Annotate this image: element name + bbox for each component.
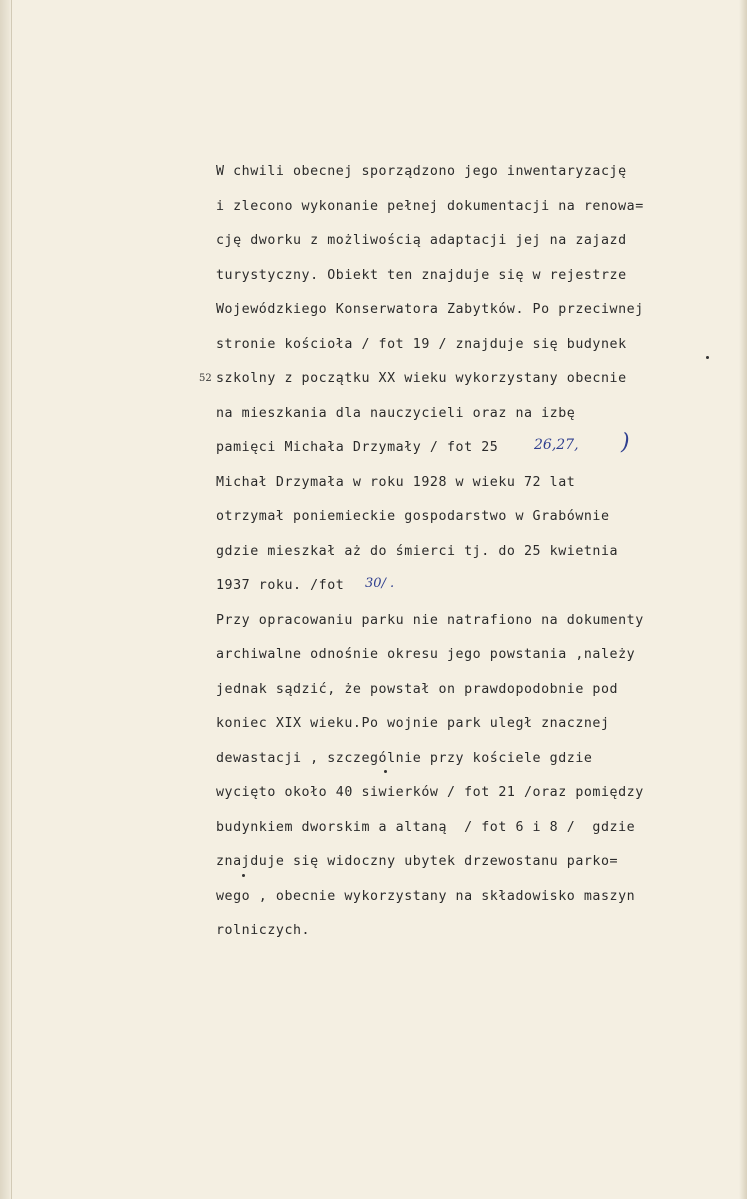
text-line: Wojewódzkiego Konserwatora Zabytków. Po przeciwnej	[216, 302, 644, 317]
text-line: budynkiem dworskim a altaną / fot 6 i 8 / gdzie	[216, 819, 636, 835]
text-line: archiwalne odnośnie okresu jego powstania ,należy	[216, 647, 636, 662]
page-right-edge	[739, 0, 747, 1199]
text-line: jednak sądzić, że powstał on prawdopodobnie pod	[216, 681, 619, 697]
margin-mark: 52	[199, 373, 212, 384]
text-line: Michał Drzymała w roku 1928 w wieku 72 lat	[216, 474, 576, 490]
text-line: Przy opracowaniu parku nie natrafiono na dokumenty	[216, 612, 644, 628]
text-line: cję dworku z możliwością adaptacji jej na zajazd	[216, 233, 627, 248]
text-line: turystyczny. Obiekt ten znajduje się w rejestrze	[216, 267, 627, 283]
handwritten-photo-ref-30: 30/ .	[365, 576, 395, 591]
text-line: szkolny z początku XX wieku wykorzystany obecnie	[216, 371, 627, 386]
typewritten-body	[216, 158, 736, 952]
text-line: 1937 roku. /fot	[216, 578, 345, 593]
text-line: W chwili obecnej sporządzono jego inwentaryzację	[216, 164, 627, 179]
text-line: dewastacji , szczególnie przy kościele gdzie	[216, 750, 593, 766]
text-line: wego , obecnie wykorzystany na składowisko maszyn	[216, 888, 636, 904]
text-line: na mieszkania dla nauczycieli oraz na izbę	[216, 405, 576, 421]
text-line: znajduje się widoczny ubytek drzewostanu parko=	[216, 854, 619, 869]
ink-speck	[242, 874, 245, 877]
text-line: gdzie mieszkał aż do śmierci tj. do 25 kwietnia	[216, 543, 619, 559]
page-fold-line	[11, 0, 12, 1199]
handwritten-photo-refs: 26,27,	[534, 437, 579, 453]
text-line: otrzymał poniemieckie gospodarstwo w Grabównie	[216, 509, 610, 524]
ink-speck	[384, 770, 387, 773]
text-line: stronie kościoła / fot 19 / znajduje się budynek	[216, 336, 627, 352]
text-line: rolniczych.	[216, 923, 311, 938]
text-line: koniec XIX wieku.Po wojnie park uległ znacznej	[216, 716, 610, 731]
ink-speck	[706, 356, 709, 359]
text-line: pamięci Michała Drzymały / fot 25	[216, 440, 499, 455]
text-line: i zlecono wykonanie pełnej dokumentacji na renowa=	[216, 198, 644, 214]
text-line: wycięto około 40 siwierków / fot 21 /oraz pomiędzy	[216, 785, 644, 800]
handwritten-closing-paren: )	[621, 430, 630, 455]
